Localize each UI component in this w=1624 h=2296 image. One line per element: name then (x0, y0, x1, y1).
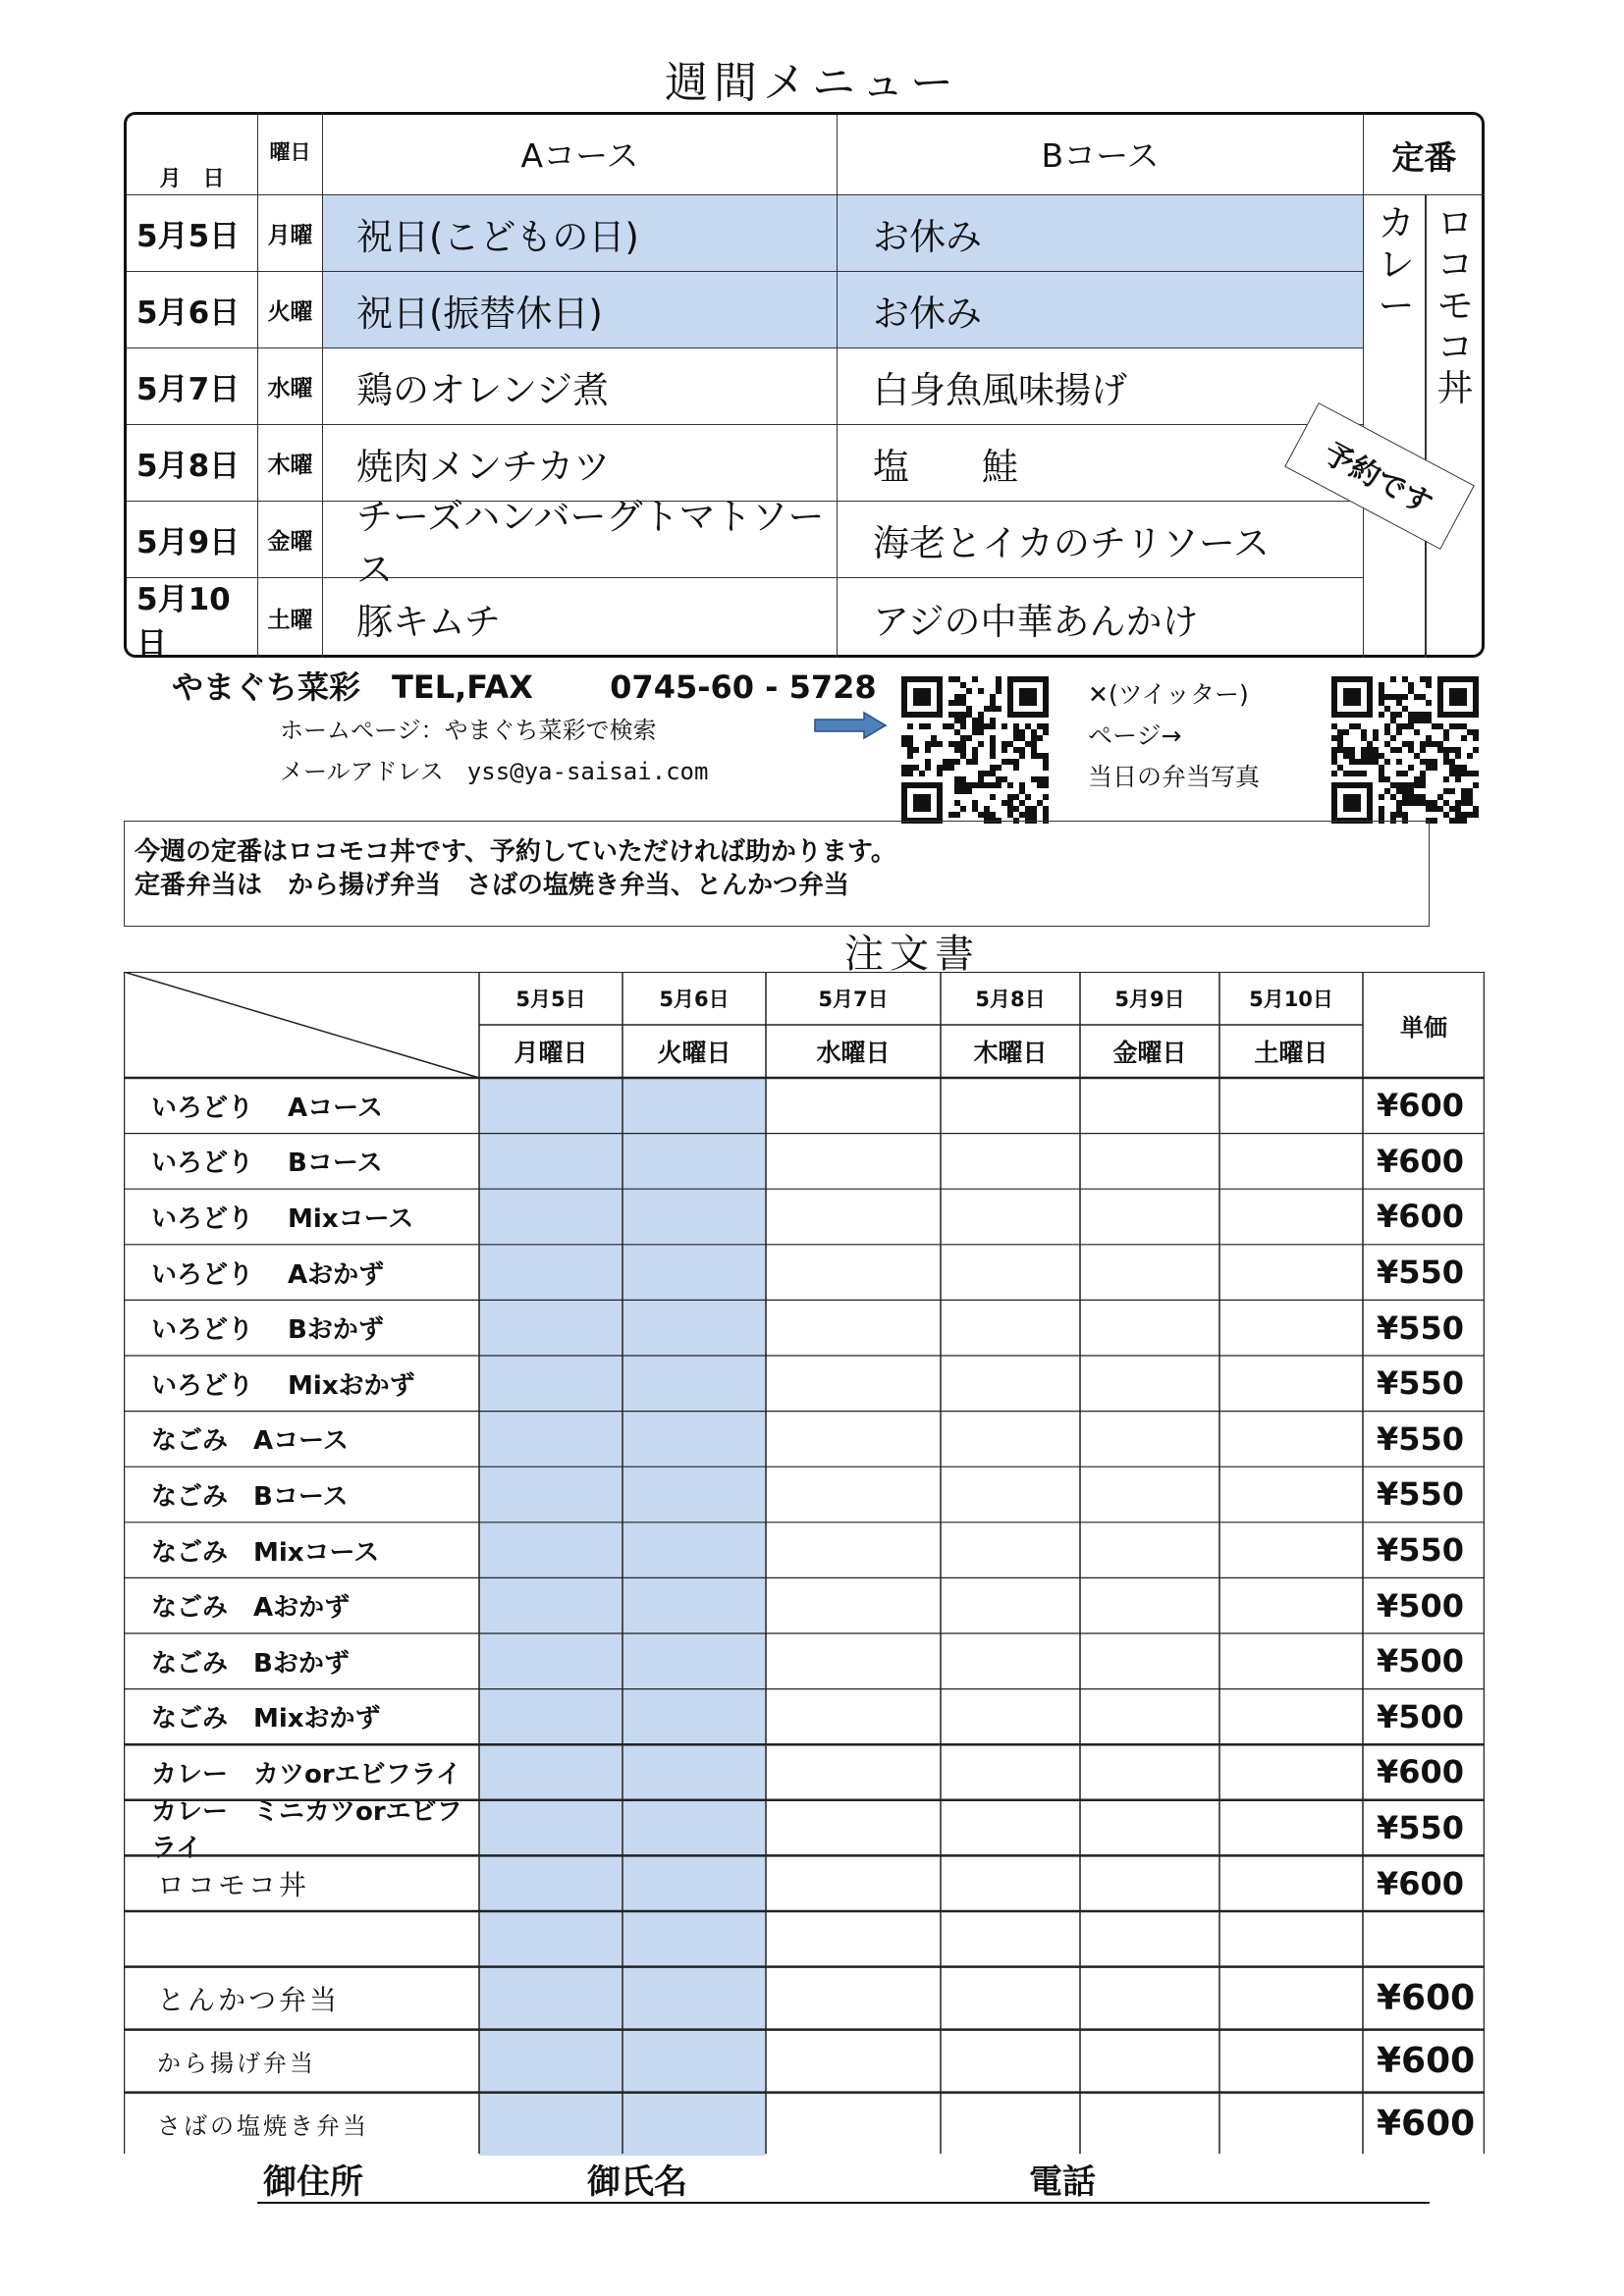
order-item-price: ¥550 (1377, 1475, 1465, 1514)
vertical-char: ロ (1436, 202, 1474, 244)
order-item-price: ¥600 (1377, 1198, 1465, 1236)
header-dow: 曜日 (258, 115, 323, 195)
homepage-text: ホームページ：やまぐち菜彩で検索 (280, 717, 657, 744)
order-item-label: なごみ Mixおかず (151, 1704, 381, 1735)
menu-course-a-dish: 焼肉メンチカツ (323, 425, 838, 502)
order-item-label: とんかつ弁当 (157, 1983, 341, 2016)
order-item-price: ¥500 (1377, 1586, 1465, 1625)
order-item-label: いろどり Aおかず (151, 1259, 385, 1290)
order-dow-header: 木曜日 (973, 1039, 1048, 1067)
arrow-right-icon (813, 711, 888, 740)
menu-course-b-dish: アジの中華あんかけ (838, 578, 1364, 658)
order-date-header: 5月9日 (1114, 988, 1185, 1011)
order-item-label: なごみ Bコース (151, 1481, 349, 1512)
order-item-label: ロコモコ丼 (157, 1868, 310, 1901)
notice-box (124, 821, 1430, 927)
order-dow-header: 土曜日 (1254, 1039, 1328, 1067)
order-item-price: ¥600 (1377, 2041, 1476, 2082)
regular-curry-text (1374, 203, 1419, 327)
menu-course-b-dish: お休み (838, 272, 1364, 348)
order-item-label: から揚げ弁当 (157, 2050, 316, 2078)
order-item-label: カレー ミニカツorエビフライ (151, 1797, 462, 1864)
order-item-price: ¥600 (1377, 1142, 1465, 1180)
menu-dow: 月曜 (258, 195, 323, 272)
x-line2: ページ→ (1088, 721, 1182, 750)
address-label: 御住所 (263, 2163, 363, 2202)
menu-date: 5月9日 (127, 502, 258, 578)
order-item-price: ¥600 (1377, 1864, 1465, 1902)
menu-course-b-dish: 塩 鮭 (838, 425, 1364, 502)
header-regular: 定番 (1364, 115, 1485, 195)
menu-course-b-dish: お休み (838, 195, 1364, 272)
menu-date: 5月5日 (127, 195, 258, 272)
order-item-price: ¥500 (1377, 1697, 1465, 1735)
vertical-char: モ (1436, 285, 1474, 327)
order-form-table (124, 972, 1485, 2154)
header-date: 月 日 (127, 115, 258, 195)
order-item-label: いろどり Mixおかず (151, 1370, 415, 1401)
signature-line (257, 2202, 1430, 2204)
header-course-a: Aコース (323, 115, 838, 195)
order-grid-lines (124, 972, 1485, 2154)
shop-contact (172, 663, 877, 708)
order-item-price: ¥600 (1377, 1978, 1476, 2019)
order-item-price: ¥550 (1377, 1531, 1465, 1570)
order-item-price: ¥600 (1377, 1087, 1465, 1125)
order-item-label: なごみ Mixコース (151, 1537, 380, 1568)
order-date-header: 5月5日 (515, 988, 586, 1011)
order-dow-header: 月曜日 (514, 1039, 588, 1067)
notice-line1: 今週の定番はロコモコ丼です、予約していただければ助かります。 (135, 837, 896, 867)
menu-dow: 火曜 (258, 272, 323, 348)
regular-locomoco-text (1433, 203, 1478, 409)
menu-dow: 水曜 (258, 348, 323, 425)
header-course-b: Bコース (838, 115, 1364, 195)
order-item-label: いろどり Bおかず (151, 1315, 384, 1346)
order-item-price: ¥550 (1377, 1419, 1465, 1458)
order-dow-header: 火曜日 (657, 1039, 731, 1067)
order-date-header: 5月6日 (659, 988, 730, 1011)
order-dow-header: 水曜日 (816, 1039, 891, 1067)
order-item-price: ¥500 (1377, 1642, 1465, 1681)
menu-course-a-dish: チーズハンバーグトマトソース (323, 502, 838, 578)
order-form-title: 注文書 (844, 932, 980, 977)
vertical-char: ー (1378, 285, 1415, 327)
qr-code-homepage-icon[interactable] (895, 670, 1055, 829)
x-line1: ✕(ツイッター) (1088, 680, 1249, 709)
email-text: メールアドレス yss@ya-saisai.com (280, 758, 709, 785)
vertical-char: 丼 (1436, 367, 1474, 409)
reservation-stamp: 予約です (1284, 402, 1475, 550)
shop-line: やまぐち菜彩 TEL,FAX (172, 668, 533, 706)
order-item-label: いろどり Aコース (151, 1093, 383, 1123)
order-item-label: なごみ Aコース (151, 1426, 349, 1457)
menu-course-a-dish: 鶏のオレンジ煮 (323, 348, 838, 425)
order-item-price: ¥550 (1377, 1308, 1465, 1347)
x-line3: 当日の弁当写真 (1088, 763, 1261, 791)
order-item-label: さばの塩焼き弁当 (157, 2112, 369, 2141)
notice-line2: 定番弁当は から揚げ弁当 さばの塩焼き弁当、とんかつ弁当 (135, 871, 850, 900)
order-item-label: いろどり Mixコース (151, 1203, 414, 1234)
menu-date: 5月10日 (127, 578, 258, 658)
order-item-label: なごみ Aおかず (151, 1593, 351, 1624)
weekly-menu-table (124, 112, 1485, 662)
menu-course-b-dish: 白身魚風味揚げ (838, 348, 1364, 425)
order-dow-header: 金曜日 (1112, 1039, 1187, 1067)
price-header: 単価 (1400, 1013, 1447, 1041)
menu-course-a-dish: 豚キムチ (323, 578, 838, 658)
vertical-char: レ (1378, 243, 1415, 286)
menu-date: 5月8日 (127, 425, 258, 502)
menu-course-a-dish: 祝日(振替休日) (323, 272, 838, 348)
order-item-price: ¥550 (1377, 1809, 1465, 1847)
order-item-price: ¥550 (1377, 1254, 1465, 1292)
phone-label: 電話 (1029, 2163, 1096, 2202)
vertical-char: カ (1378, 202, 1415, 244)
menu-course-a-dish: 祝日(こどもの日) (323, 195, 838, 272)
menu-dow: 金曜 (258, 502, 323, 578)
shop-phone: 0745-60 - 5728 (610, 668, 877, 706)
order-item-label: いろどり Bコース (151, 1148, 383, 1179)
order-item-price: ¥550 (1377, 1364, 1465, 1403)
menu-course-b-dish: 海老とイカのチリソース (838, 502, 1364, 578)
menu-dow: 木曜 (258, 425, 323, 502)
order-item-label: カレー カツorエビフライ (151, 1759, 461, 1789)
name-label: 御氏名 (587, 2163, 687, 2202)
order-item-price: ¥600 (1377, 1753, 1465, 1791)
page-title: 週間メニュー (665, 58, 959, 108)
menu-date: 5月6日 (127, 272, 258, 348)
order-date-header: 5月7日 (818, 988, 889, 1011)
order-item-price: ¥600 (1377, 2104, 1476, 2145)
order-item-label: なごみ Bおかず (151, 1648, 350, 1679)
menu-dow: 土曜 (258, 578, 323, 658)
vertical-char: コ (1436, 243, 1474, 286)
menu-date: 5月7日 (127, 348, 258, 425)
vertical-char: コ (1436, 326, 1474, 368)
order-date-header: 5月10日 (1249, 988, 1333, 1011)
qr-code-x-icon[interactable] (1326, 670, 1485, 829)
regular-column-divider (1425, 195, 1427, 658)
order-date-header: 5月8日 (975, 988, 1046, 1011)
